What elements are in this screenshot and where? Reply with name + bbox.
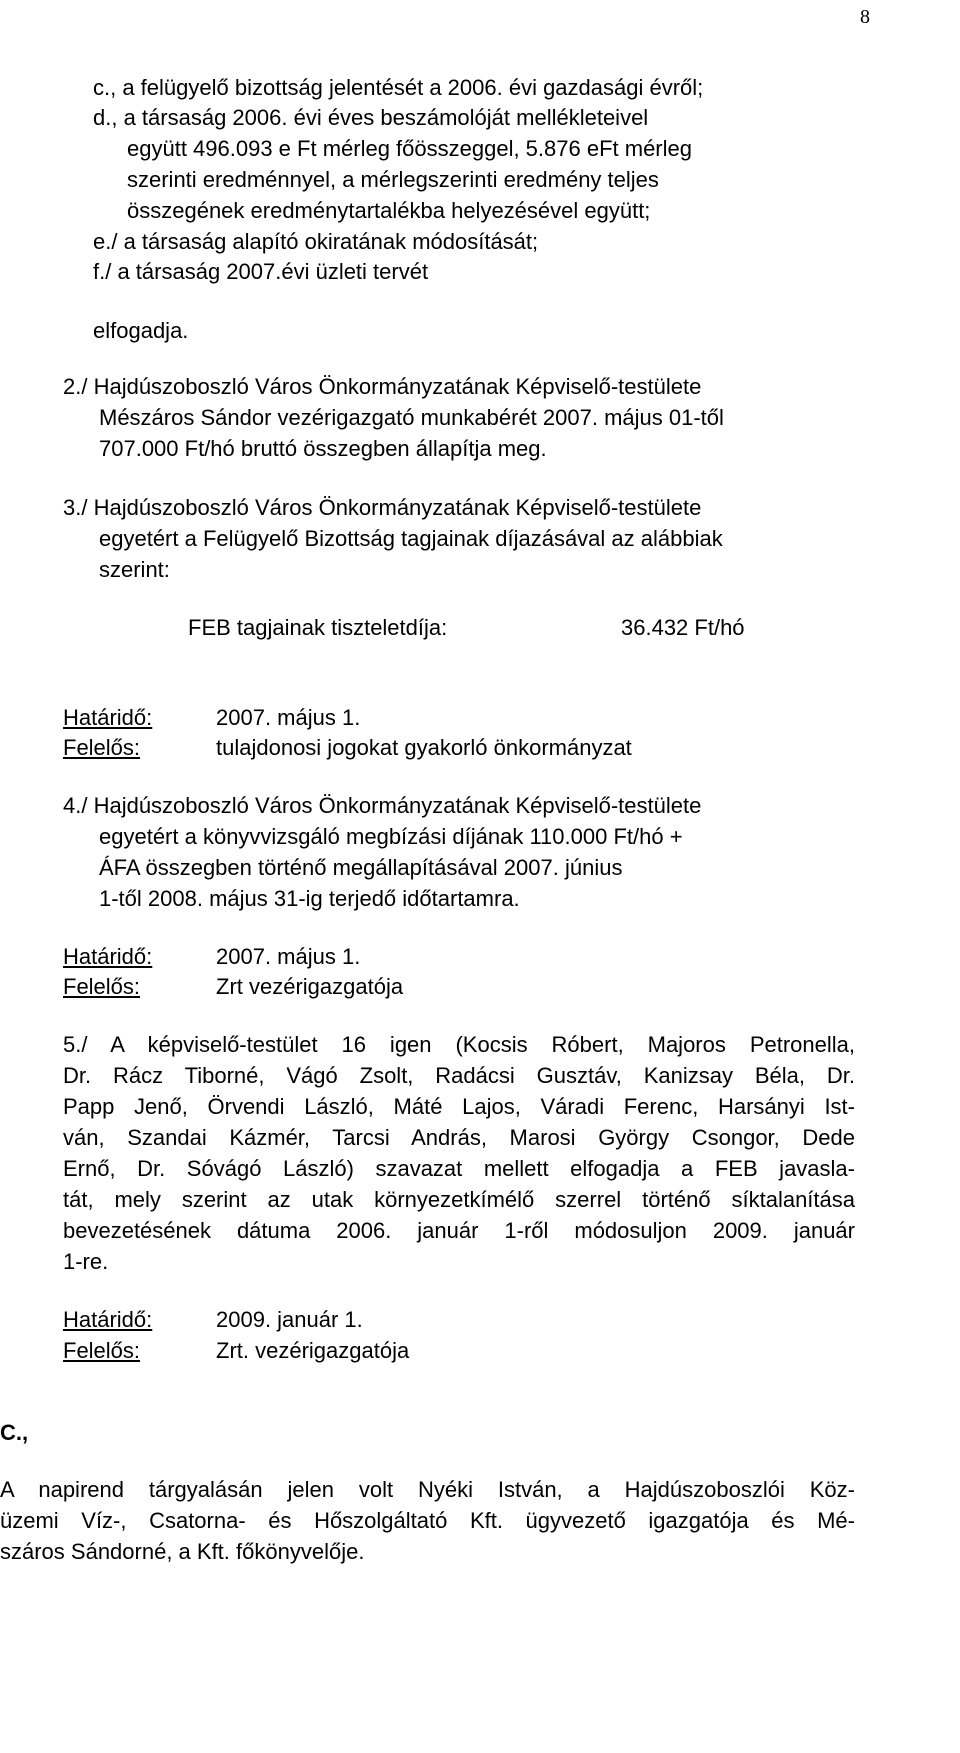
- list-item-e: e./ a társaság alapító okiratának módosítását;: [93, 229, 539, 254]
- point4-line: egyetért a könyvvizsgáló megbízási díjának 110.000 Ft/hó +: [99, 824, 683, 849]
- closing-line: száros Sándorné, a Kft. főkönyvelője.: [0, 1539, 365, 1564]
- point3-line: szerint:: [99, 557, 170, 582]
- point2-line: 707.000 Ft/hó bruttó összegben állapítja meg.: [99, 436, 547, 461]
- point2-line: 2./ Hajdúszoboszló Város Önkormányzatának Képviselő-testülete: [63, 374, 702, 399]
- feb-value: 36.432 Ft/hó: [621, 615, 745, 640]
- list-item-d-cont: szerinti eredménnyel, a mérlegszerinti eredmény teljes: [127, 167, 659, 192]
- closing-line: A napirend tárgyalásán jelen volt Nyéki István, a Hajdúszoboszlói Köz-: [0, 1477, 855, 1502]
- felelos-value: tulajdonosi jogokat gyakorló önkormányzat: [216, 735, 632, 760]
- point5-line: Dr. Rácz Tiborné, Vágó Zsolt, Radácsi Gusztáv, Kanizsay Béla, Dr.: [63, 1063, 855, 1088]
- page-number: 8: [860, 6, 870, 28]
- point5-line: ván, Szandai Kázmér, Tarcsi András, Marosi György Csongor, Dede: [63, 1125, 855, 1150]
- felelos-label: Felelős:: [63, 974, 141, 999]
- point5-line: tát, mely szerint az utak környezetkímélő szerrel történő síktalanítása: [63, 1187, 855, 1212]
- point5-line: Ernő, Dr. Sóvágó László) szavazat mellett elfogadja a FEB javasla-: [63, 1156, 855, 1181]
- elfogadja-text: elfogadja.: [93, 318, 189, 343]
- felelos-value: Zrt. vezérigazgatója: [216, 1338, 410, 1363]
- hatarido-value: 2007. május 1.: [216, 705, 361, 730]
- felelos-label: Felelős:: [63, 1338, 141, 1363]
- list-item-c: c., a felügyelő bizottság jelentését a 2006. évi gazdasági évről;: [93, 75, 704, 100]
- point5-line: 5./ A képviselő-testület 16 igen (Kocsis Róbert, Majoros Petronella,: [63, 1032, 855, 1057]
- point3-line: 3./ Hajdúszoboszló Város Önkormányzatának Képviselő-testülete: [63, 495, 702, 520]
- hatarido-value: 2007. május 1.: [216, 944, 361, 969]
- feb-label: FEB tagjainak tiszteletdíja:: [188, 615, 448, 640]
- section-heading: C.,: [0, 1420, 29, 1445]
- point5-line: bevezetésének dátuma 2006. január 1-ről módosuljon 2009. január: [63, 1218, 855, 1243]
- felelos-value: Zrt vezérigazgatója: [216, 974, 404, 999]
- closing-line: üzemi Víz-, Csatorna- és Hőszolgáltató Kft. ügyvezető igazgatója és Mé-: [0, 1508, 855, 1533]
- list-item-d-cont: együtt 496.093 e Ft mérleg főösszeggel, 5.876 eFt mérleg: [127, 136, 692, 161]
- list-item-f: f./ a társaság 2007.évi üzleti tervét: [93, 259, 429, 284]
- point5-line: Papp Jenő, Örvendi László, Máté Lajos, Váradi Ferenc, Harsányi Ist-: [63, 1094, 855, 1119]
- point3-line: egyetért a Felügyelő Bizottság tagjainak díjazásával az alábbiak: [99, 526, 723, 551]
- hatarido-label: Határidő:: [63, 944, 153, 969]
- hatarido-value: 2009. január 1.: [216, 1307, 363, 1332]
- point4-line: 4./ Hajdúszoboszló Város Önkormányzatának Képviselő-testülete: [63, 793, 702, 818]
- list-item-d: d., a társaság 2006. évi éves beszámolóját mellékleteivel: [93, 105, 649, 130]
- list-item-d-cont: összegének eredménytartalékba helyezésével együtt;: [127, 198, 651, 223]
- hatarido-label: Határidő:: [63, 705, 153, 730]
- point4-line: 1-től 2008. május 31-ig terjedő időtartamra.: [99, 886, 520, 911]
- hatarido-label: Határidő:: [63, 1307, 153, 1332]
- point2-line: Mészáros Sándor vezérigazgató munkabérét 2007. május 01-től: [99, 405, 724, 430]
- point5-line: 1-re.: [63, 1249, 109, 1274]
- point4-line: ÁFA összegben történő megállapításával 2007. június: [99, 855, 623, 880]
- felelos-label: Felelős:: [63, 735, 141, 760]
